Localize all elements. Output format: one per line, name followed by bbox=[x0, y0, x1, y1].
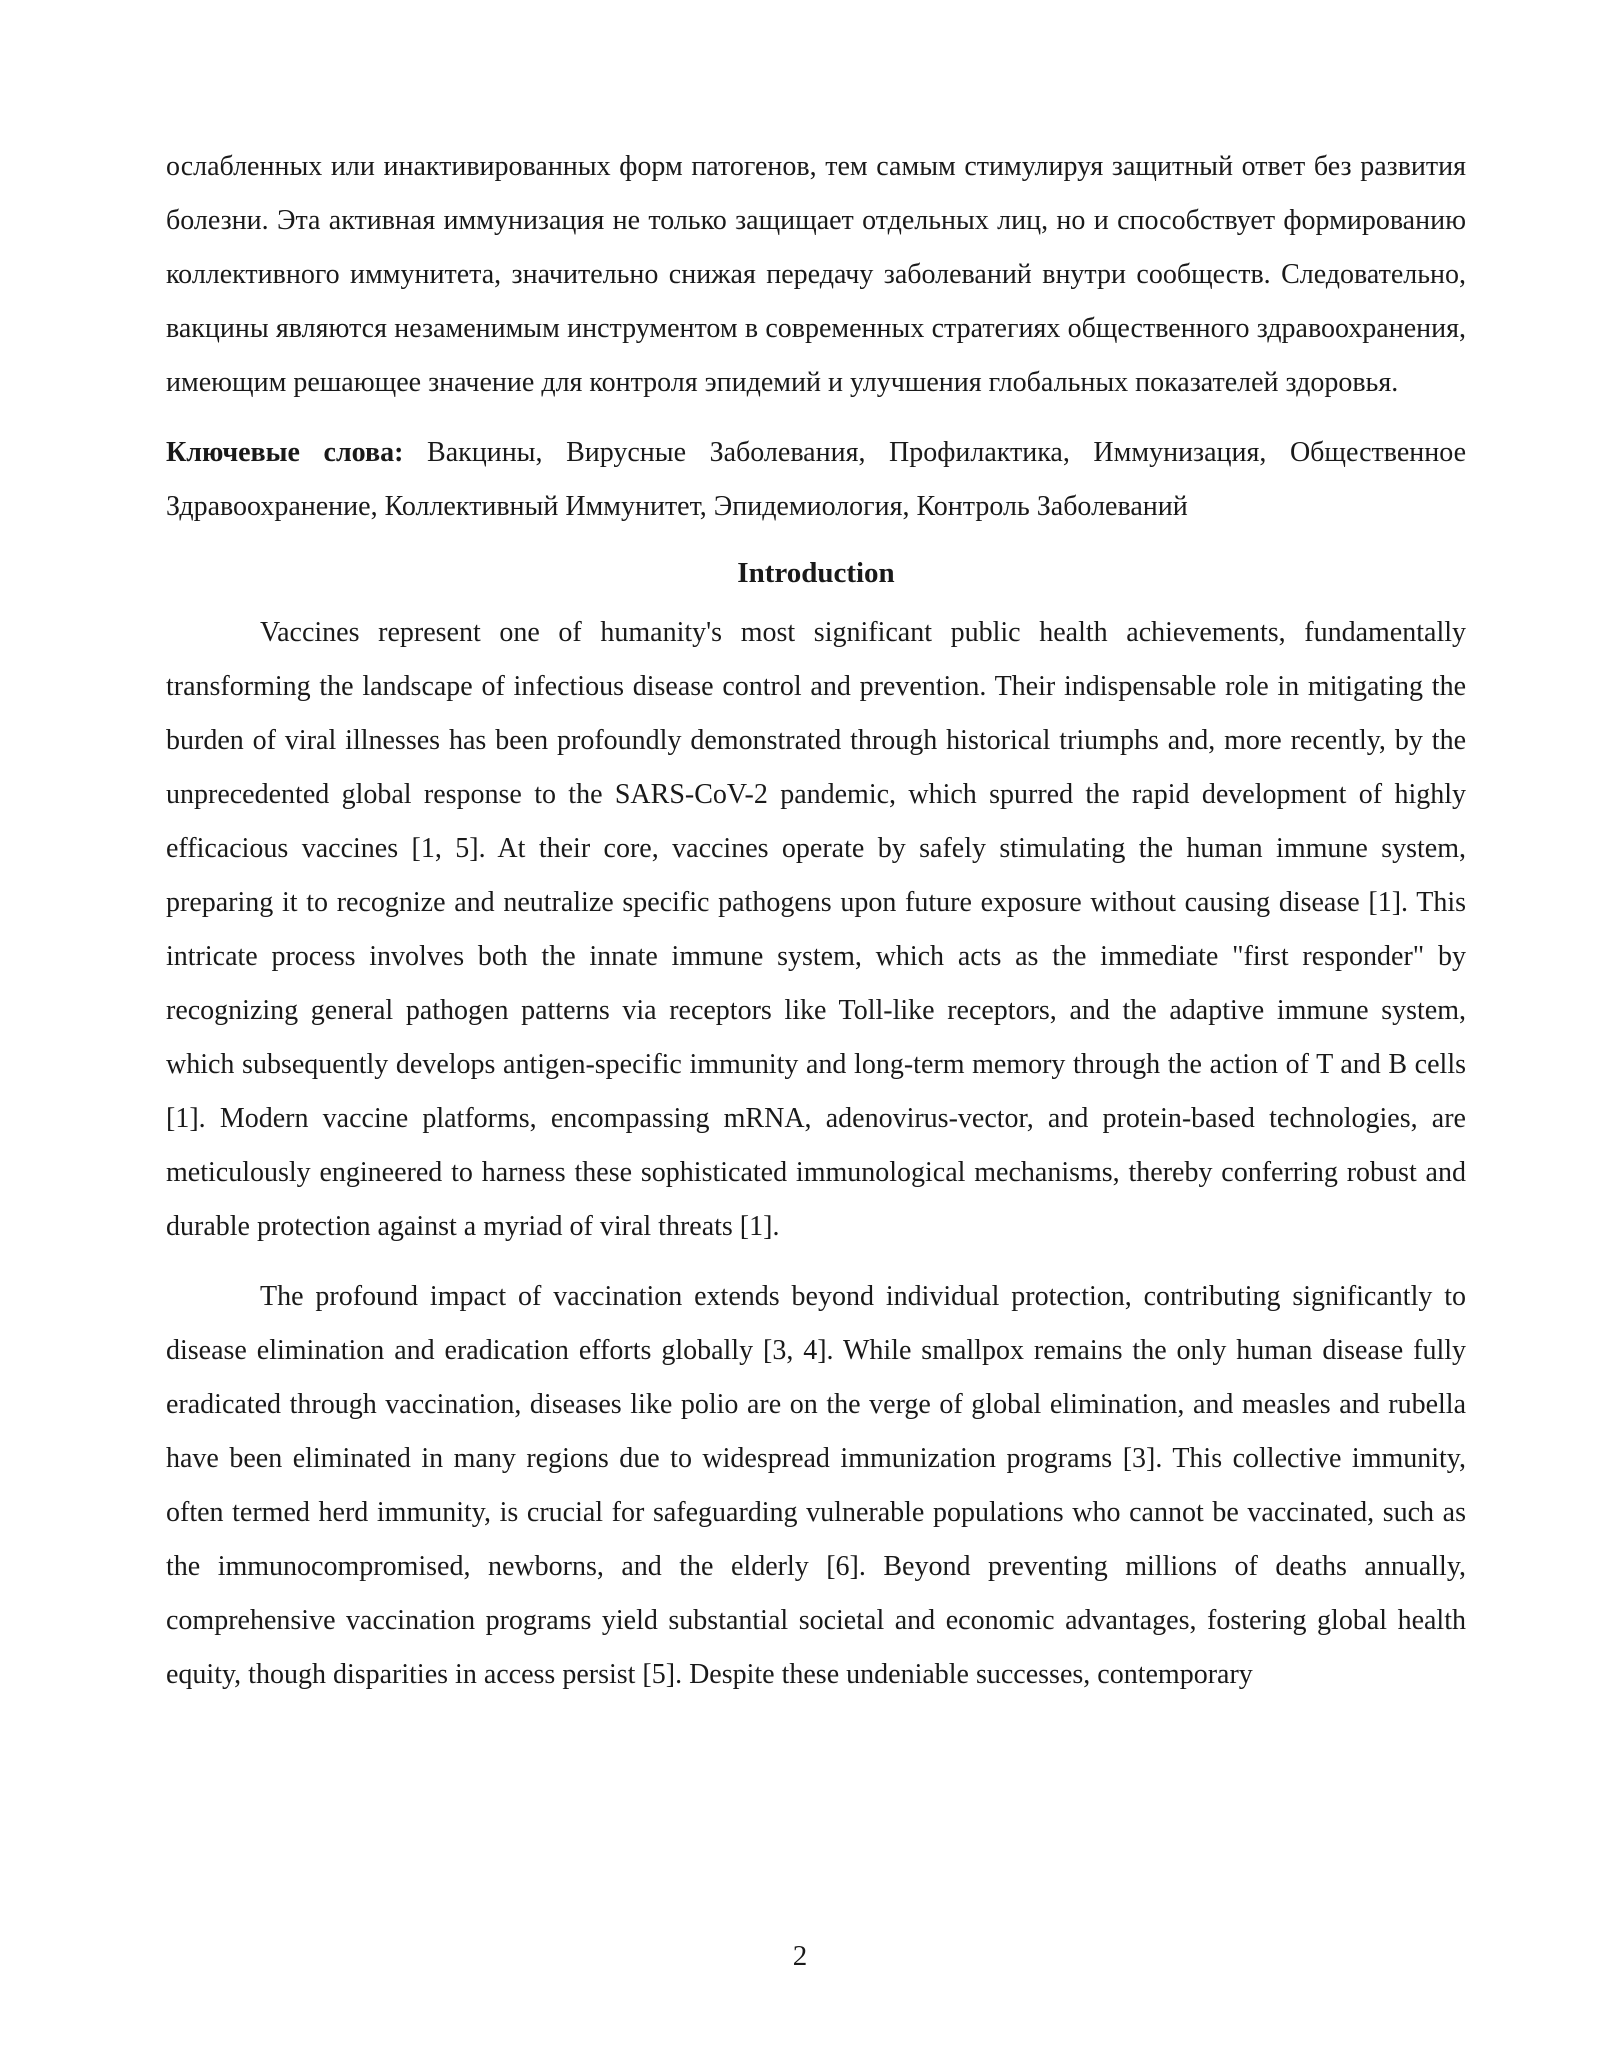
page-number: 2 bbox=[792, 1940, 808, 1972]
keywords-paragraph bbox=[166, 426, 1466, 534]
section-heading-introduction: Introduction bbox=[737, 557, 895, 589]
abstract-continuation: ослабленных или инактивированных форм патогенов, тем самым стимулируя защитный ответ без развития болезни. Эта активная иммунизация не только защищает отдельных лиц, но и способствует формированию коллективного иммунитета, значительно снижая передачу заболеваний внутри сообществ. Следовательно, вакцины являются незаменимым инструментом в современных стратегиях общественного здравоохранения, имеющим решающее значение для контроля эпидемий и улучшения глобальных показателей здоровья. bbox=[166, 151, 1466, 398]
page-body bbox=[166, 140, 1466, 1702]
keywords-list: Вакцины, Вирусные Заболевания, Профилактика, Иммунизация, Общественное Здравоохранение, Коллективный Иммунитет, Эпидемиология, Контроль Заболеваний bbox=[166, 437, 1466, 522]
keywords-label: Ключевые слова: bbox=[166, 437, 404, 468]
intro-paragraph-2: The profound impact of vaccination extends beyond individual protection, contributing significantly to disease elimination and eradication efforts globally [3, 4]. While smallpox remains the only human disease fully eradicated through vaccination, diseases like polio are on the verge of global elimination, and measles and rubella have been eliminated in many regions due to widespread immunization programs [3]. This collective immunity, often termed herd immunity, is crucial for safeguarding vulnerable populations who cannot be vaccinated, such as the immunocompromised, newborns, and the elderly [6]. Beyond preventing millions of deaths annually, comprehensive vaccination programs yield substantial societal and economic advantages, fostering global health equity, though disparities in access persist [5]. Despite these undeniable successes, contemporary bbox=[166, 1281, 1466, 1690]
intro-paragraph-1: Vaccines represent one of humanity's most significant public health achievements, fundamentally transforming the landscape of infectious disease control and prevention. Their indispensable role in mitigating the burden of viral illnesses has been profoundly demonstrated through historical triumphs and, more recently, by the unprecedented global response to the SARS-CoV-2 pandemic, which spurred the rapid development of highly efficacious vaccines [1, 5]. At their core, vaccines operate by safely stimulating the human immune system, preparing it to recognize and neutralize specific pathogens upon future exposure without causing disease [1]. This intricate process involves both the innate immune system, which acts as the immediate "first responder" by recognizing general pathogen patterns via receptors like Toll-like receptors, and the adaptive immune system, which subsequently develops antigen-specific immunity and long-term memory through the action of T and B cells [1]. Modern vaccine platforms, encompassing mRNA, adenovirus-vector, and protein-based technologies, are meticulously engineered to harness these sophisticated immunological mechanisms, thereby conferring robust and durable protection against a myriad of viral threats [1]. bbox=[166, 617, 1466, 1242]
